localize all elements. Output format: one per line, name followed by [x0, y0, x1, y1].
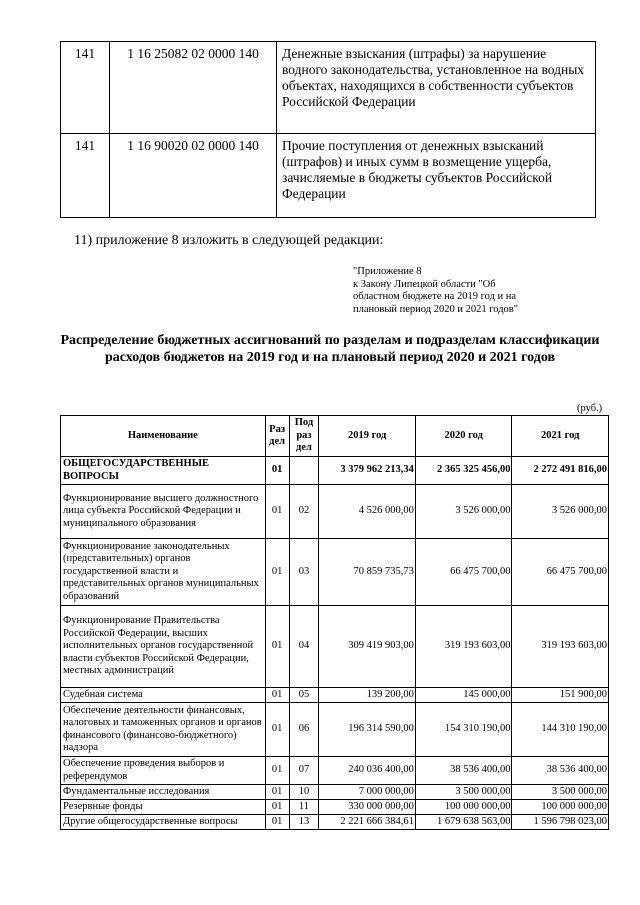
row-2021: 3 526 000,00	[512, 485, 609, 539]
row-2020: 100 000 000,00	[415, 800, 512, 815]
kbk-code: 1 16 90020 02 0000 140	[110, 134, 277, 218]
row-2020: 2 365 325 456,00	[415, 457, 512, 485]
row-podrazdel: 02	[289, 485, 319, 539]
row-name: Обеспечение деятельности финансовых, налоговых и таможенных органов и органов финансового (финансово-бюджетного) надзора	[61, 703, 266, 757]
row-name: Обеспечение проведения выборов и референдумов	[61, 757, 266, 785]
row-2020: 145 000,00	[415, 688, 512, 703]
row-2019: 309 419 903,00	[319, 606, 416, 688]
row-podrazdel: 06	[289, 703, 319, 757]
row-2019: 139 200,00	[319, 688, 416, 703]
admin-code: 141	[61, 42, 110, 134]
row-2019: 330 000 000,00	[319, 800, 416, 815]
row-razdel: 01	[265, 606, 289, 688]
row-podrazdel: 03	[289, 539, 319, 606]
row-razdel: 01	[265, 800, 289, 815]
row-name: ОБЩЕГОСУДАРСТВЕННЫЕ ВОПРОСЫ	[61, 457, 266, 485]
appendix-note	[353, 266, 563, 316]
table-row	[61, 606, 609, 688]
row-podrazdel: 04	[289, 606, 319, 688]
appendix-line: плановый период 2020 и 2021 годов"	[353, 303, 519, 315]
row-2021: 1 596 798 023,00	[512, 815, 609, 830]
table-row	[61, 485, 609, 539]
row-razdel: 01	[265, 485, 289, 539]
amendment-item: 11) приложение 8 изложить в следующей редакции:	[74, 233, 384, 248]
row-2019: 3 379 962 213,34	[319, 457, 416, 485]
header-podrazdel: Под раз дел	[289, 416, 319, 457]
row-razdel: 01	[265, 688, 289, 703]
table-row	[61, 703, 609, 757]
row-podrazdel: 11	[289, 800, 319, 815]
row-podrazdel	[289, 457, 319, 485]
kbk-code: 1 16 25082 02 0000 140	[110, 42, 277, 134]
row-razdel: 01	[265, 457, 289, 485]
admin-code: 141	[61, 134, 110, 218]
row-2021: 66 475 700,00	[512, 539, 609, 606]
row-2019: 4 526 000,00	[319, 485, 416, 539]
row-2020: 3 500 000,00	[415, 785, 512, 800]
document-title: Распределение бюджетных ассигнований по разделам и подразделам классификации расходов бюджетов на 2019 год и на плановый период 2020 и 2021 годов	[60, 333, 600, 365]
appendix-line: "Приложение 8	[353, 266, 422, 277]
top-table-row	[61, 42, 596, 134]
row-name: Функционирование законодательных (представительных) органов государственной власти и представительных органов муниципальных образований	[61, 539, 266, 606]
row-2020: 38 536 400,00	[415, 757, 512, 785]
table-row	[61, 815, 609, 830]
row-podrazdel: 07	[289, 757, 319, 785]
header-name: Наименование	[61, 416, 266, 457]
row-razdel: 01	[265, 785, 289, 800]
row-2021: 100 000 000,00	[512, 800, 609, 815]
header-razdel: Раз дел	[265, 416, 289, 457]
appendix-line: областном бюджете на 2019 год и на	[353, 291, 517, 302]
row-name: Резервные фонды	[61, 800, 266, 815]
row-2019: 196 314 590,00	[319, 703, 416, 757]
row-2021: 151 900,00	[512, 688, 609, 703]
row-2021: 3 500 000,00	[512, 785, 609, 800]
row-name: Функционирование высшего должностного лица субъекта Российской Федерации и муниципального образования	[61, 485, 266, 539]
row-2021: 2 272 491 816,00	[512, 457, 609, 485]
row-name: Функционирование Правительства Российской Федерации, высших исполнительных органов государственной власти субъектов Российской Федерации, местных администраций	[61, 606, 266, 688]
row-razdel: 01	[265, 539, 289, 606]
top-table	[60, 41, 596, 218]
row-name: Другие общегосударственные вопросы	[61, 815, 266, 830]
row-2020: 3 526 000,00	[415, 485, 512, 539]
row-2021: 144 310 190,00	[512, 703, 609, 757]
row-razdel: 01	[265, 757, 289, 785]
row-podrazdel: 10	[289, 785, 319, 800]
budget-table	[60, 415, 609, 830]
revenue-name: Прочие поступления от денежных взысканий (штрафов) и иных сумм в возмещение ущерба, зачисляемые в бюджеты субъектов Российской Федерации	[277, 134, 596, 218]
revenue-name: Денежные взыскания (штрафы) за нарушение водного законодательства, установленное на водных объектах, находящихся в собственности субъектов Российской Федерации	[277, 42, 596, 134]
row-2020: 66 475 700,00	[415, 539, 512, 606]
table-row	[61, 688, 609, 703]
row-podrazdel: 13	[289, 815, 319, 830]
header-2021: 2021 год	[512, 416, 609, 457]
unit-label: (руб.)	[577, 403, 603, 414]
row-razdel: 01	[265, 703, 289, 757]
row-2019: 70 859 735,73	[319, 539, 416, 606]
row-2019: 7 000 000,00	[319, 785, 416, 800]
row-2021: 38 536 400,00	[512, 757, 609, 785]
row-podrazdel: 05	[289, 688, 319, 703]
table-row	[61, 757, 609, 785]
row-2020: 154 310 190,00	[415, 703, 512, 757]
top-table-row	[61, 134, 596, 218]
row-razdel: 01	[265, 815, 289, 830]
row-2021: 319 193 603,00	[512, 606, 609, 688]
row-name: Фундаментальные исследования	[61, 785, 266, 800]
row-2020: 1 679 638 563,00	[415, 815, 512, 830]
header-2020: 2020 год	[415, 416, 512, 457]
table-row	[61, 457, 609, 485]
appendix-line: к Закону Липецкой области "Об	[353, 278, 496, 290]
row-2019: 240 036 400,00	[319, 757, 416, 785]
header-2019: 2019 год	[319, 416, 416, 457]
row-name: Судебная система	[61, 688, 266, 703]
table-header-row	[61, 416, 609, 457]
table-row	[61, 800, 609, 815]
table-row	[61, 539, 609, 606]
row-2020: 319 193 603,00	[415, 606, 512, 688]
row-2019: 2 221 666 384,61	[319, 815, 416, 830]
table-row	[61, 785, 609, 800]
